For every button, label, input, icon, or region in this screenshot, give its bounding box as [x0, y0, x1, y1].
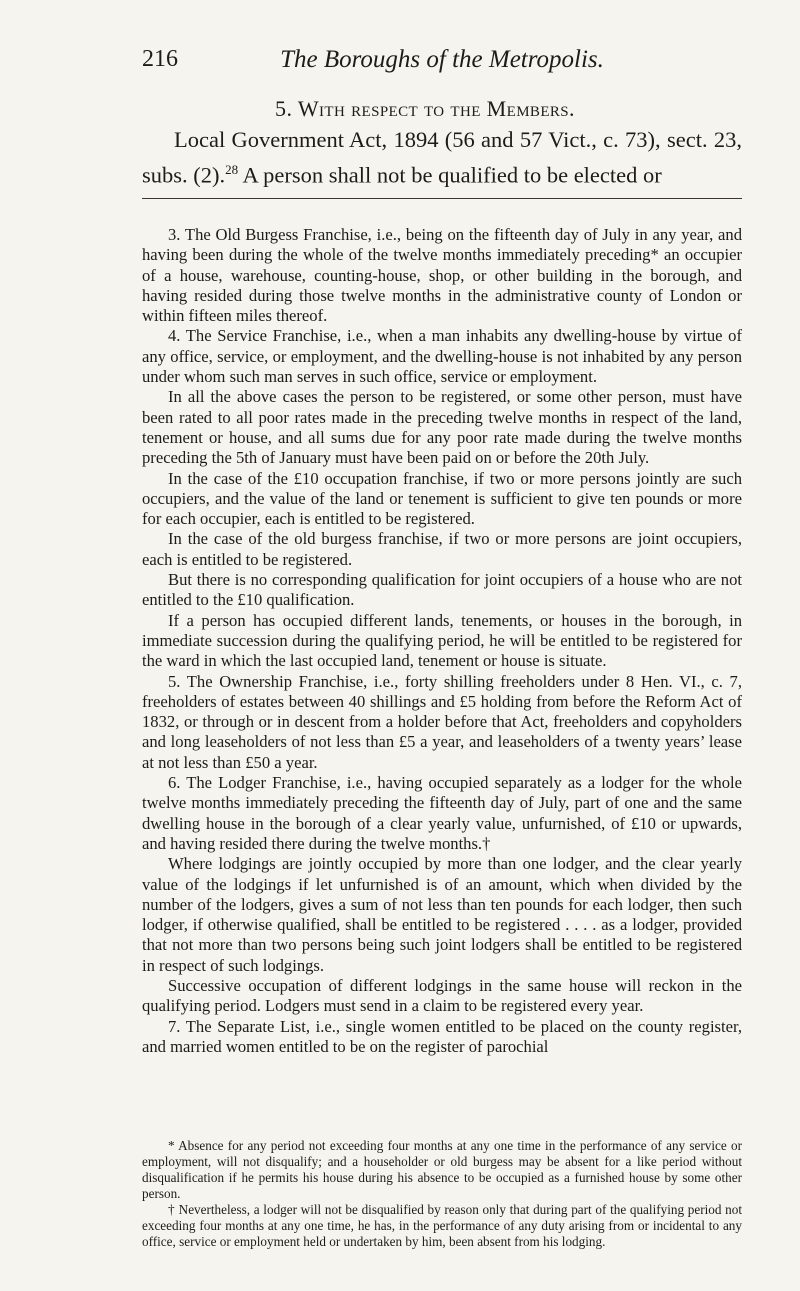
footnotes — [142, 1138, 742, 1250]
paragraph-joint-lodgers: Where lodgings are jointly occupied by more than one lodger, and the clear yearly value of the lodgings if let unfurnished is of an amount, which when divided by the number of the lodgers, gives a sum of not less than ten pounds for each lodger, then such lodger, if otherwise qualified, shall be entitled to be registered . . . . as a lodger, provided that not more than two persons being such joint lodgers shall be entitled to be registered in respect of such lodgings. — [142, 854, 742, 975]
page-number: 216 — [142, 46, 178, 72]
footnote-asterisk: * Absence for any period not exceeding four months at any one time in the performance of any service or employment, will not disqualify; and a householder or old burgess may be absent for a like period without disqualification if he permits his house during his absence to be occupied as a furnished house by some other person. — [142, 1138, 742, 1201]
footnote-ref-28: 28 — [225, 162, 239, 177]
paragraph-no-joint-qualification: But there is no corresponding qualification for joint occupiers of a house who are not entitled to the £10 qualification. — [142, 570, 742, 610]
paragraph-joint-occupation: In the case of the £10 occupation franchise, if two or more persons jointly are such occupiers, and the value of the land or tenement is sufficient to give ten pounds or more for each occupier, each is entitled to be registered. — [142, 468, 742, 529]
paragraph-lodger-franchise: 6. The Lodger Franchise, i.e., having occupied separately as a lodger for the whole twelve months immediately preceding the fifteenth day of July, part of one and the same dwelling house in the borough of a clear yearly value, unfurnished, of £10 or upwards, and having resided there during the twelve months.† — [142, 773, 742, 853]
paragraph-service-franchise: 4. The Service Franchise, i.e., when a man inhabits any dwelling-house by virtue of any office, service, or employment, and the dwelling-house is not inhabited by any person under whom such man serves in such office, service or employment. — [142, 326, 742, 387]
paragraph-joint-burgess: In the case of the old burgess franchise, if two or more persons are joint occupiers, each is entitled to be registered. — [142, 529, 742, 569]
intro-paragraph — [142, 125, 742, 191]
page-header — [142, 46, 742, 80]
intro-clause: A person shall not be qualified to be elected or — [238, 162, 662, 188]
paragraph-rating-requirement: In all the above cases the person to be registered, or some other person, must have been rated to all poor rates made in the preceding twelve months in respect of the land, tenement or house, and all sums due for any poor rate made during the twelve months preceding the 5th of January must have been paid on or before the 20th July. — [142, 387, 742, 468]
paragraph-ownership-franchise: 5. The Ownership Franchise, i.e., forty shilling freeholders under 8 Hen. VI., c. 7, freeholders of estates between 40 shillings and £5 holding from before the Reform Act of 1832, or through or in descent from a holder before that Act, freeholders and copyholders and long leaseholders of not less than £5 a year, and leaseholders of a twenty years’ lease at not less than £50 a year. — [142, 671, 742, 772]
paragraph-successive-lodgings: Successive occupation of different lodgings in the same house will reckon in the qualifying period. Lodgers must send in a claim to be registered every year. — [142, 975, 742, 1016]
intro-citation: Local Government Act, 1894 (56 and 57 Vict., c. 73), sect. 23, subs. (2). — [142, 127, 742, 188]
paragraph-old-burgess-franchise: 3. The Old Burgess Franchise, i.e., being on the fifteenth day of July in any year, and having been during the whole of the twelve months immediately preceding* an occupier of a house, warehouse, counting-house, shop, or other building in the borough, and having resided during those twelve months in the administrative county of London or within fifteen miles thereof. — [142, 225, 742, 326]
paragraph-succession: If a person has occupied different lands, tenements, or houses in the borough, in immediate succession during the qualifying period, he will be entitled to be registered for the ward in which the last occupied land, tenement or house is situate. — [142, 610, 742, 671]
section-divider — [142, 198, 742, 199]
paragraph-separate-list: 7. The Separate List, i.e., single women entitled to be placed on the county register, and married women entitled to be on the register of parochial — [142, 1016, 742, 1056]
intro-text — [142, 125, 742, 191]
section-heading: 5. With respect to the Members. — [275, 96, 575, 121]
running-title: The Boroughs of the Metropolis. — [280, 46, 604, 73]
body-text — [142, 225, 742, 1057]
footnote-dagger: † Nevertheless, a lodger will not be disqualified by reason only that during part of the qualifying period not exceeding four months at any one time, he has, in the performance of any duty arising from or incidental to any office, service or employment held or undertaken by him, been absent from his lodging. — [142, 1202, 742, 1249]
